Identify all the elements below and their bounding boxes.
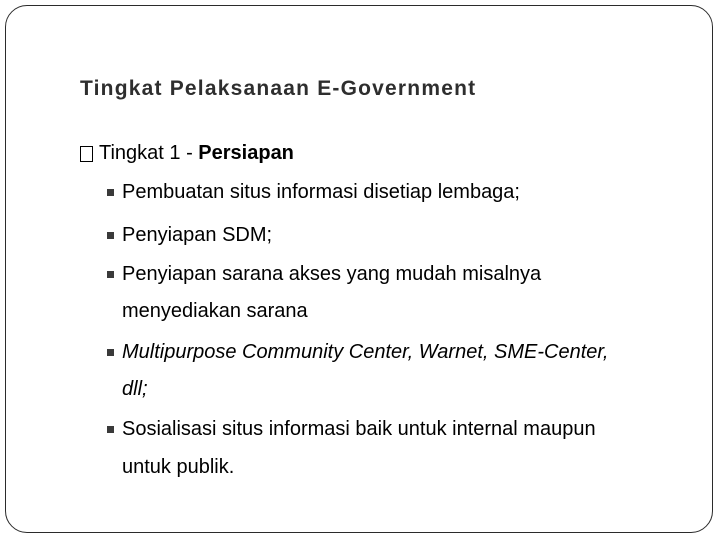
bullet-item xyxy=(107,418,596,441)
square-bullet-icon xyxy=(107,349,114,356)
bullet-item xyxy=(107,263,541,286)
bullet-text: Penyiapan sarana akses yang mudah misalnya xyxy=(122,263,542,285)
level1-bold: Persiapan xyxy=(198,142,294,164)
level1-item xyxy=(80,142,294,165)
square-bullet-icon xyxy=(107,232,114,239)
bullet-text: Penyiapan SDM; xyxy=(122,224,273,246)
bullet-text: Pembuatan situs informasi disetiap lembaga; xyxy=(122,181,520,203)
bullet-continuation: untuk publik. xyxy=(122,456,235,478)
bullet-item xyxy=(107,224,272,247)
slide-title: Tingkat Pelaksanaan E-Government xyxy=(80,77,477,100)
square-bullet-icon xyxy=(107,189,114,196)
level1-prefix: Tingkat 1 - xyxy=(99,142,199,164)
checkbox-bullet-icon xyxy=(80,146,93,162)
bullet-text: Sosialisasi situs informasi baik untuk internal maupun xyxy=(122,418,596,440)
bullet-item xyxy=(107,181,520,204)
bullet-item xyxy=(107,341,608,364)
square-bullet-icon xyxy=(107,426,114,433)
bullet-text: Multipurpose Community Center, Warnet, SME-Center, xyxy=(122,341,609,363)
square-bullet-icon xyxy=(107,271,114,278)
bullet-continuation: dll; xyxy=(122,378,148,400)
bullet-continuation: menyediakan sarana xyxy=(122,300,308,322)
